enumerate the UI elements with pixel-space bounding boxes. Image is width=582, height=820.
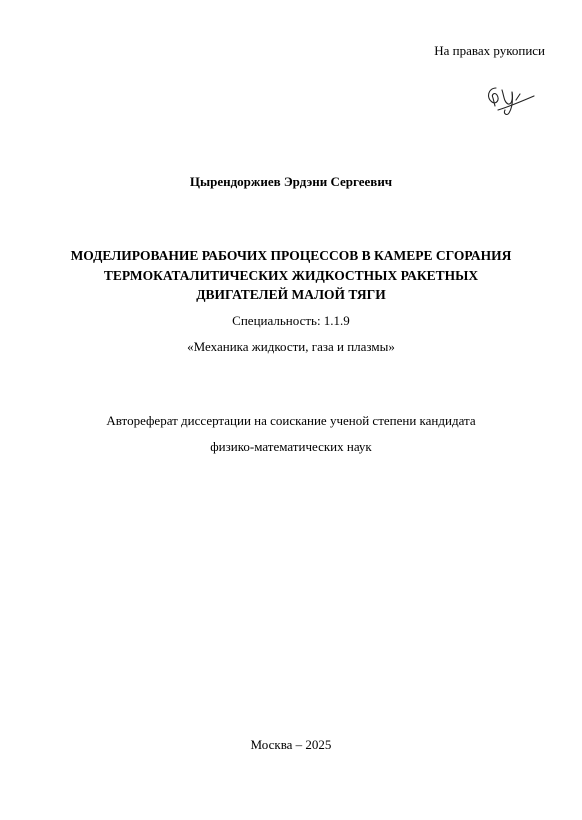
rights-note: На правах рукописи <box>434 43 545 58</box>
abstract-line: физико-математических наук <box>210 439 372 454</box>
place-and-year: Москва – 2025 <box>250 737 332 752</box>
abstract-line: Автореферат диссертации на соискание ученой степени кандидата <box>106 413 476 428</box>
abstract-description <box>0 408 582 460</box>
specialty-name: «Механика жидкости, газа и плазмы» <box>187 339 395 354</box>
title-line: МОДЕЛИРОВАНИЕ РАБОЧИХ ПРОЦЕССОВ В КАМЕРЕ СГОРАНИЯ <box>70 248 512 263</box>
dissertation-title <box>0 246 582 305</box>
title-line: ТЕРМОКАТАЛИТИЧЕСКИХ ЖИДКОСТНЫХ РАКЕТНЫХ <box>103 267 479 283</box>
specialty-code: Специальность: 1.1.9 <box>232 313 350 328</box>
title-line: ДВИГАТЕЛЕЙ МАЛОЙ ТЯГИ <box>196 287 386 302</box>
signature-icon <box>482 80 542 120</box>
author-name: Цырендоржиев Эрдэни Сергеевич <box>189 174 393 189</box>
